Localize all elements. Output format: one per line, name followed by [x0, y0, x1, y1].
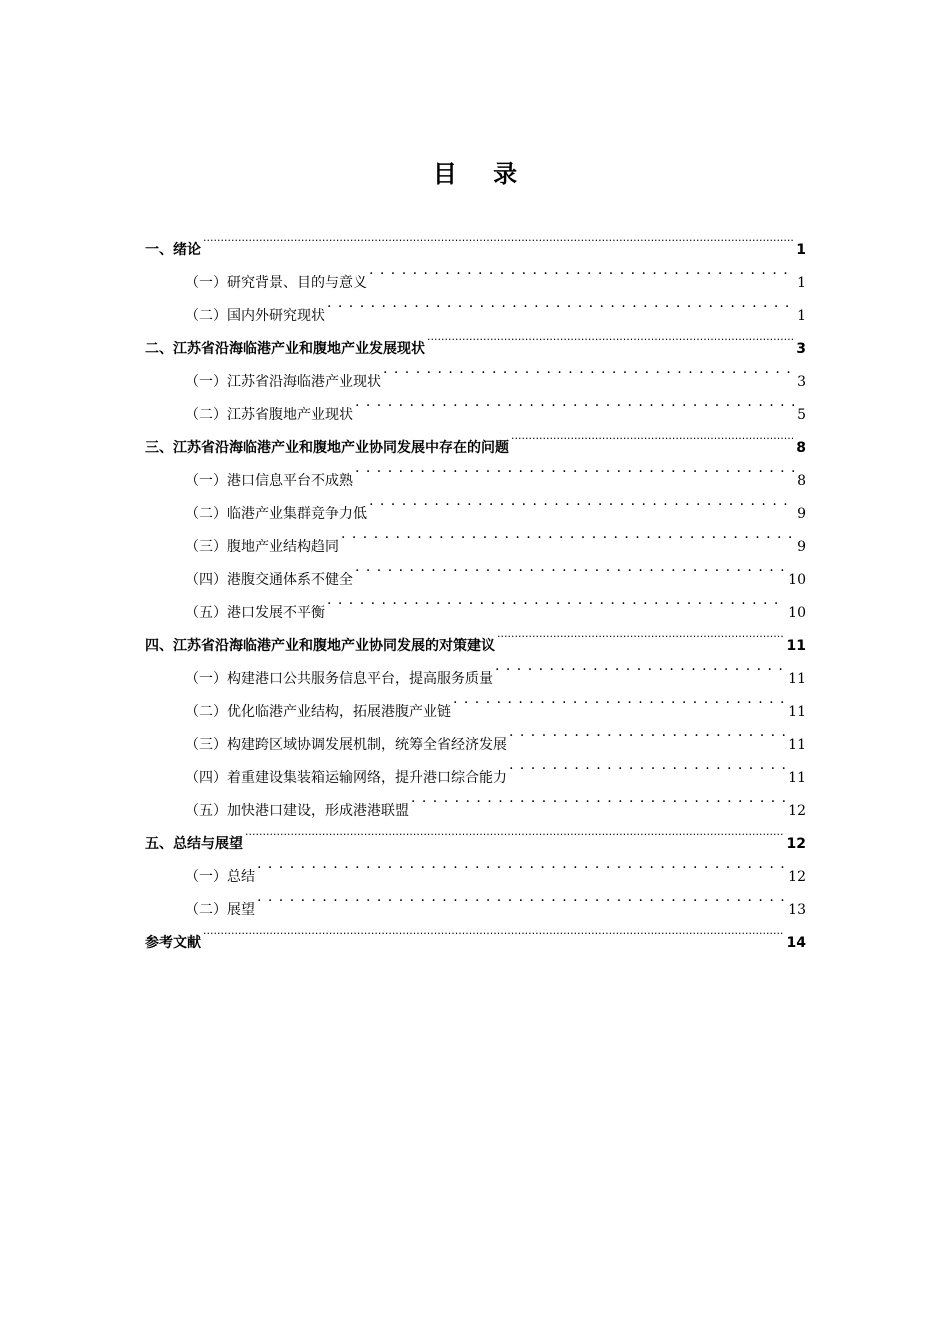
toc-entry[interactable]: [145, 914, 806, 951]
toc-dot-leader: [341, 518, 794, 551]
toc-entry-page: 11: [788, 770, 806, 786]
toc-entry-label: （一）港口信息平台不成熟: [185, 473, 353, 489]
toc-entry-page: 8: [797, 473, 806, 489]
toc-dot-leader: [245, 815, 784, 848]
toc-entry-label: （二）临港产业集群竞争力低: [185, 506, 367, 522]
toc-entry-page: 12: [788, 803, 806, 819]
toc-dot-leader: [355, 386, 794, 419]
toc-entry-page: 13: [788, 902, 806, 918]
toc-entry-label: （三）构建跨区域协调发展机制，统筹全省经济发展: [185, 737, 507, 753]
toc-entry-label: （二）优化临港产业结构，拓展港腹产业链: [185, 704, 451, 720]
toc-entry-page: 9: [797, 506, 806, 522]
toc-dot-leader: [497, 617, 784, 650]
toc-dot-leader: [509, 749, 785, 782]
toc-dot-leader: [327, 584, 785, 617]
toc-title: 目 录: [432, 160, 532, 188]
toc-entry-label: （一）总结: [185, 869, 255, 885]
toc-list: [145, 221, 806, 951]
toc-entry-label: 三、江苏省沿海临港产业和腹地产业协同发展中存在的问题: [145, 440, 509, 456]
toc-entry-page: 12: [788, 869, 806, 885]
toc-dot-leader: [509, 716, 785, 749]
toc-entry-page: 5: [797, 407, 806, 423]
toc-entry[interactable]: [145, 254, 806, 291]
toc-entry-label: （五）加快港口建设，形成港港联盟: [185, 803, 409, 819]
toc-entry-page: 3: [796, 341, 806, 357]
toc-entry-page: 10: [788, 572, 806, 588]
toc-entry-label: （二）江苏省腹地产业现状: [185, 407, 353, 423]
toc-dot-leader: [427, 320, 793, 353]
toc-entry[interactable]: [145, 848, 806, 885]
toc-dot-leader: [511, 419, 793, 452]
toc-entry-page: 9: [797, 539, 806, 555]
toc-entry-label: （二）国内外研究现状: [185, 308, 325, 324]
toc-dot-leader: [369, 485, 794, 518]
toc-entry-page: 11: [788, 671, 806, 687]
toc-entry-label: （二）展望: [185, 902, 255, 918]
toc-dot-leader: [383, 353, 794, 386]
toc-entry[interactable]: [145, 815, 806, 852]
toc-dot-leader: [327, 287, 794, 320]
toc-entry-page: 8: [796, 440, 806, 456]
toc-dot-leader: [355, 452, 794, 485]
toc-entry-label: （一）江苏省沿海临港产业现状: [185, 374, 381, 390]
toc-entry-label: （四）着重建设集装箱运输网络，提升港口综合能力: [185, 770, 507, 786]
toc-dot-leader: [495, 650, 785, 683]
toc-entry-label: （三）腹地产业结构趋同: [185, 539, 339, 555]
toc-dot-leader: [203, 914, 784, 947]
toc-entry-label: 二、江苏省沿海临港产业和腹地产业发展现状: [145, 341, 425, 357]
toc-entry-label: 参考文献: [145, 935, 201, 951]
toc-entry-label: 一、绪论: [145, 242, 201, 258]
toc-entry-page: 11: [786, 638, 806, 654]
toc-dot-leader: [203, 221, 793, 254]
toc-dot-leader: [355, 551, 785, 584]
toc-dot-leader: [453, 683, 785, 716]
toc-entry-page: 11: [788, 737, 806, 753]
toc-entry-page: 12: [786, 836, 806, 852]
toc-entry-page: 1: [797, 275, 806, 291]
toc-dot-leader: [257, 881, 785, 914]
toc-entry-label: 五、总结与展望: [145, 836, 243, 852]
toc-entry-page: 3: [797, 374, 806, 390]
toc-entry-label: 四、江苏省沿海临港产业和腹地产业协同发展的对策建议: [145, 638, 495, 654]
toc-dot-leader: [257, 848, 785, 881]
toc-entry-page: 1: [796, 242, 806, 258]
toc-entry-page: 1: [797, 308, 806, 324]
toc-entry-label: （一）构建港口公共服务信息平台，提高服务质量: [185, 671, 493, 687]
toc-entry-label: （五）港口发展不平衡: [185, 605, 325, 621]
toc-entry-page: 10: [788, 605, 806, 621]
toc-entry[interactable]: [145, 221, 806, 258]
toc-dot-leader: [411, 782, 785, 815]
toc-entry-label: （四）港腹交通体系不健全: [185, 572, 353, 588]
toc-dot-leader: [369, 254, 794, 287]
toc-entry-page: 11: [788, 704, 806, 720]
toc-entry-label: （一）研究背景、目的与意义: [185, 275, 367, 291]
toc-entry-page: 14: [786, 935, 806, 951]
